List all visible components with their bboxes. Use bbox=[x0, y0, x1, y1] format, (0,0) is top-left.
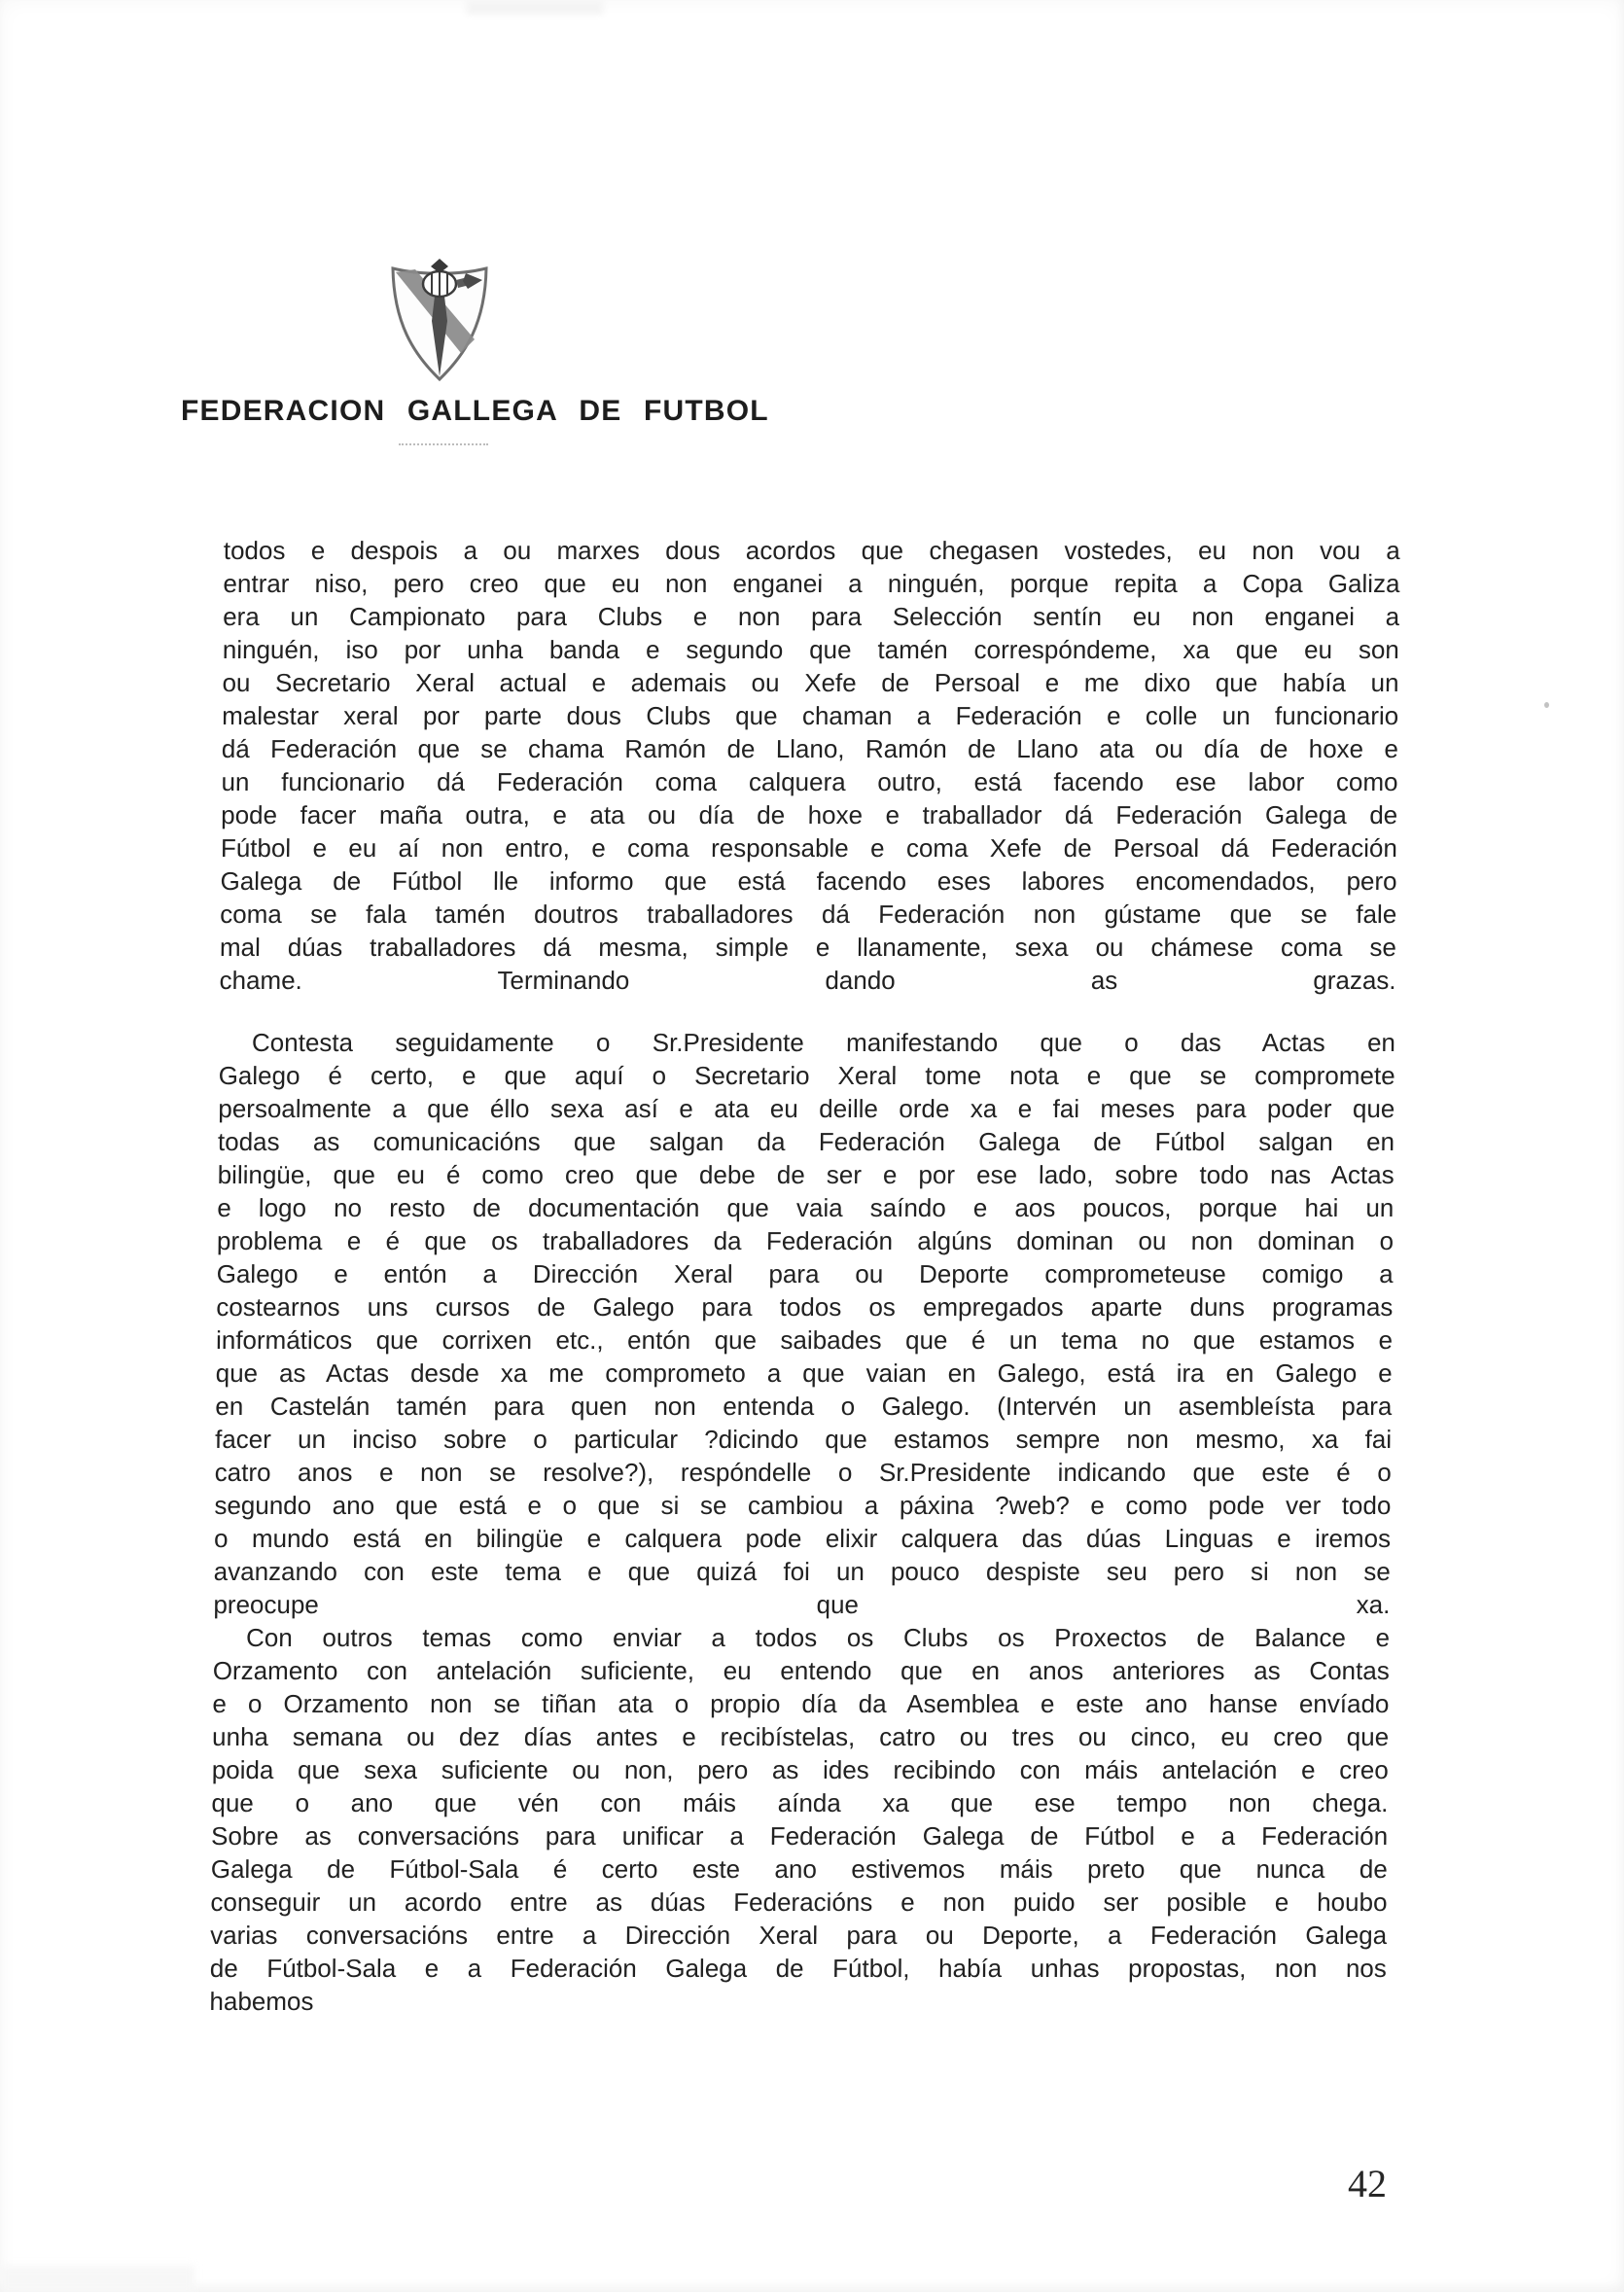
text-line: informáticos que corrixen etc., entón que saibades que é un tema no que estamos e bbox=[215, 1325, 1394, 1355]
header-underline-mark bbox=[399, 443, 488, 445]
paragraph bbox=[209, 1621, 1390, 2018]
text-line: Contesta seguidamente o Sr.Presidente manifestando que o das Actas en bbox=[251, 1028, 1396, 1057]
text-line: unha semana ou dez días antes e recibístelas, catro ou tres ou cinco, eu creo que bbox=[211, 1722, 1390, 1751]
scan-smudge-top bbox=[467, 0, 603, 15]
text-line: e o Orzamento non se tiñan ata o propio día da Asemblea e este ano hanse envíado bbox=[212, 1689, 1390, 1718]
text-line: que o ano que vén con máis aínda xa que ese tempo non chega. bbox=[211, 1788, 1389, 1817]
text-line: avanzando con este tema e que quizá foi un pouco despiste seu pero si non se bbox=[213, 1557, 1391, 1586]
text-line: segundo ano que está e o que si se cambiou a páxina ?web? e como pode ver todo bbox=[214, 1491, 1392, 1520]
text-line: Fútbol e eu aí non entro, e coma responsable e coma Xefe de Persoal dá Federación bbox=[220, 833, 1398, 863]
text-line: que as Actas desde xa me comprometo a que vaian en Galego, está ira en Galego e bbox=[215, 1358, 1393, 1388]
football-federation-crest-logo bbox=[371, 259, 508, 383]
text-line: bilingüe, que eu é como creo que debe de ser e por ese lado, sobre todo nas Actas bbox=[217, 1160, 1395, 1189]
text-line: pode facer maña outra, e ata ou día de hoxe e traballador dá Federación Galega de bbox=[221, 800, 1398, 829]
text-line: todos e despois a ou marxes dous acordos que chegasen vostedes, eu non vou a bbox=[223, 536, 1400, 565]
text-line: facer un inciso sobre o particular ?dicindo que estamos sempre non mesmo, xa fai bbox=[214, 1425, 1393, 1454]
text-line: Galega de Fútbol lle informo que está facendo eses labores encomendados, pero bbox=[220, 866, 1397, 896]
scan-smudge-bottom bbox=[0, 2266, 194, 2292]
text-line: entrar niso, pero creo que eu non enganei a ninguén, porque repita a Copa Galiza bbox=[223, 569, 1400, 598]
text-line: coma se fala tamén doutros traballadores dá Federación non gústame que se fale bbox=[220, 899, 1397, 929]
text-line: mal dúas traballadores dá mesma, simple e llanamente, sexa ou chámese coma se bbox=[219, 933, 1397, 962]
text-line: Orzamento con antelación suficiente, eu entendo que en anos anteriores as Contas bbox=[212, 1656, 1390, 1685]
text-line: catro anos e non se resolve?), respóndelle o Sr.Presidente indicando que este é o bbox=[214, 1458, 1392, 1487]
paragraph bbox=[213, 1026, 1395, 1621]
page-number: 42 bbox=[1348, 2162, 1387, 2205]
text-line: era un Campionato para Clubs e non para Selección sentín eu non enganei a bbox=[223, 602, 1400, 631]
text-line: dá Federación que se chama Ramón de Llano, Ramón de Llano ata ou día de hoxe e bbox=[221, 734, 1399, 763]
text-line: problema e é que os traballadores da Federación algúns dominan ou non dominan o bbox=[216, 1226, 1395, 1255]
text-line: varias conversacións entre a Dirección Xeral para ou Deporte, a Federación Galega bbox=[210, 1921, 1388, 1950]
text-line: o mundo está en bilingüe e calquera pode elixir calquera das dúas Linguas e iremos bbox=[213, 1524, 1392, 1553]
text-line: Con outros temas como enviar a todos os Clubs os Proxectos de Balance e bbox=[245, 1623, 1391, 1652]
text-line: malestar xeral por parte dous Clubs que chaman a Federación e colle un funcionario bbox=[222, 701, 1399, 730]
org-name-header: FEDERACION GALLEGA DE FUTBOL bbox=[181, 395, 769, 427]
text-line: ou Secretario Xeral actual e ademais ou Xefe de Persoal e me dixo que había un bbox=[222, 668, 1399, 697]
text-line: en Castelán tamén para quen non entenda o Galego. (Intervén un asembleísta para bbox=[215, 1392, 1393, 1421]
text-line: poida que sexa suficiente ou non, pero as ides recibindo con máis antelación e creo bbox=[211, 1755, 1389, 1784]
paragraph bbox=[219, 534, 1400, 997]
text-line: costearnos uns cursos de Galego para todos os empregados aparte duns programas bbox=[216, 1292, 1394, 1322]
text-line: un funcionario dá Federación coma calquera outro, está facendo ese labor como bbox=[221, 767, 1398, 796]
text-line: Galego e entón a Dirección Xeral para ou Deporte comprometeuse comigo a bbox=[216, 1259, 1394, 1288]
text-line: preocupe que xa. bbox=[213, 1590, 1391, 1619]
text-line: de Fútbol-Sala e a Federación Galega de Fútbol, había unhas propostas, non nos bbox=[209, 1954, 1387, 1983]
scan-speck bbox=[1544, 702, 1549, 708]
document-body bbox=[209, 534, 1400, 2018]
text-line: habemos bbox=[209, 1987, 314, 2016]
text-line: e logo no resto de documentación que vaia saíndo e aos poucos, porque hai un bbox=[217, 1193, 1395, 1222]
text-line: Galego é certo, e que aquí o Secretario Xeral tome nota e que se compromete bbox=[218, 1061, 1395, 1090]
text-line: conseguir un acordo entre as dúas Federacións e non puido ser posible e houbo bbox=[210, 1887, 1388, 1917]
text-line: persoalmente a que éllo sexa así e ata eu deille orde xa e fai meses para poder que bbox=[218, 1094, 1395, 1123]
text-line: chame. Terminando dando as grazas. bbox=[219, 966, 1396, 995]
text-line: ninguén, iso por unha banda e segundo que tamén correspóndeme, xa que eu son bbox=[222, 635, 1400, 664]
text-line: Sobre as conversacións para unificar a Federación Galega de Fútbol e a Federación bbox=[211, 1821, 1389, 1851]
text-line: todas as comunicacións que salgan da Federación Galega de Fútbol salgan en bbox=[217, 1127, 1395, 1156]
text-line: Galega de Fútbol-Sala é certo este ano estivemos máis preto que nunca de bbox=[210, 1854, 1388, 1884]
